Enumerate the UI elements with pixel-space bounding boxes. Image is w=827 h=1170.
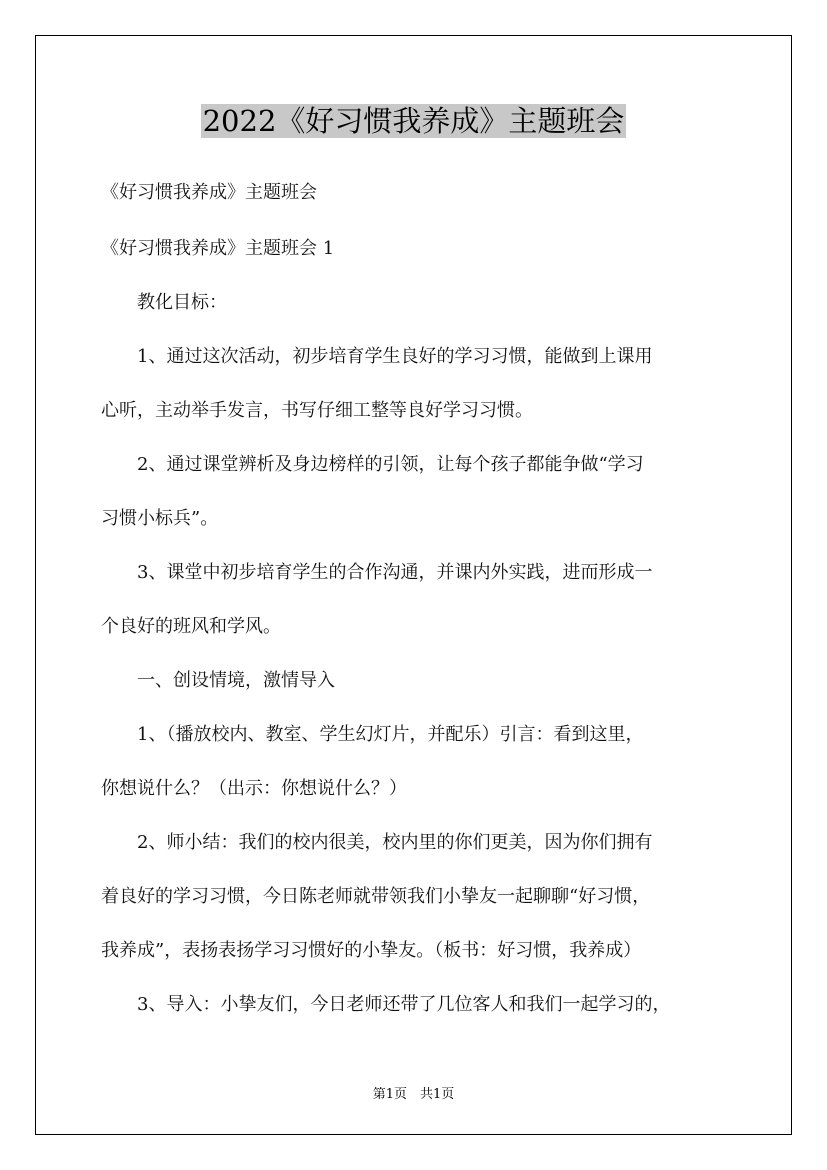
text-line: 教化目标： — [101, 292, 227, 313]
text-line: 《好习惯我养成》主题班会 1 — [101, 238, 335, 259]
text-line: 2、通过课堂辨析及身边榜样的引领，让每个孩子都能争做“学习 — [101, 454, 644, 475]
text-line: 《好习惯我养成》主题班会 — [101, 182, 317, 203]
title-text: 2022《好习惯我养成》主题班会 — [202, 104, 625, 138]
text-line: 1、（播放校内、教室、学生幻灯片，并配乐）引言：看到这里， — [101, 724, 644, 745]
text-line: 2、师小结：我们的校内很美，校内里的你们更美，因为你们拥有 — [101, 832, 653, 853]
text-line: 心听，主动举手发言，书写仔细工整等良好学习习惯。 — [101, 400, 533, 421]
text-line: 3、导入：小挚友们，今日老师还带了几位客人和我们一起学习的， — [101, 994, 671, 1015]
text-line: 着良好的学习习惯，今日陈老师就带领我们小挚友一起聊聊“好习惯， — [101, 886, 651, 907]
text-line: 3、课堂中初步培育学生的合作沟通，并课内外实践，进而形成一 — [101, 562, 653, 583]
document-title — [0, 100, 827, 142]
page-footer: 第1页 共1页 — [372, 1087, 455, 1102]
text-line: 我养成”，表扬表扬学习习惯好的小挚友。（板书：好习惯，我养成） — [101, 940, 642, 961]
text-line: 习惯小标兵”。 — [101, 508, 219, 529]
text-line: 个良好的班风和学风。 — [101, 616, 281, 637]
text-line: 1、通过这次活动，初步培育学生良好的学习习惯，能做到上课用 — [101, 346, 653, 367]
text-line: 一、创设情境，激情导入 — [101, 670, 335, 691]
text-line: 你想说什么？（出示：你想说什么？） — [101, 778, 407, 799]
